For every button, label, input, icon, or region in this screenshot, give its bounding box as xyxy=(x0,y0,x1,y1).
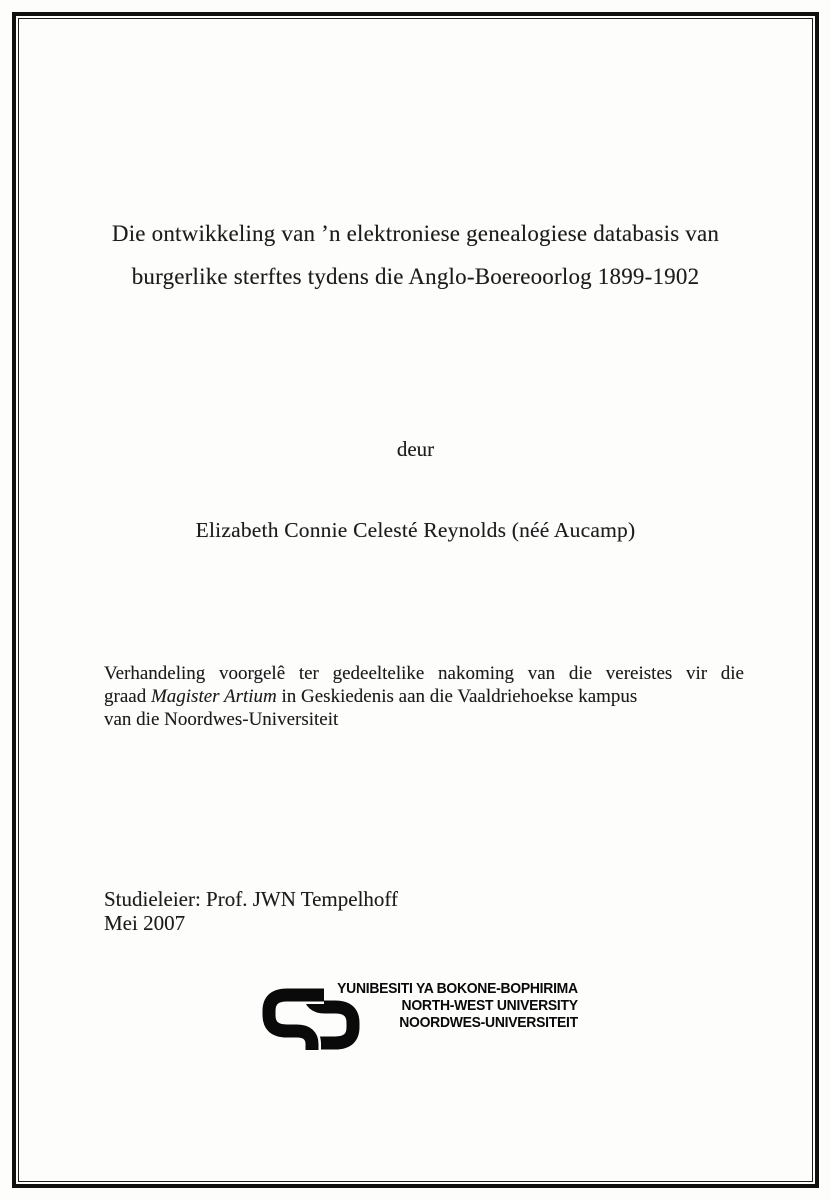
supervisor-line: Studieleier: Prof. JWN Tempelhoff xyxy=(104,887,399,911)
byline-deur: deur xyxy=(396,437,435,461)
logo-name-afrikaans: NOORDWES-UNIVERSITEIT xyxy=(399,1014,578,1031)
submission-line2-prefix: graad xyxy=(104,686,151,707)
author-name: Elizabeth Connie Celesté Reynolds (néé Aucamp) xyxy=(195,518,636,542)
date-line: Mei 2007 xyxy=(104,911,186,935)
submission-line3: van die Noordwes-Universiteit xyxy=(104,709,339,730)
logo-name-setswana: YUNIBESITI YA BOKONE-BOPHIRIMA xyxy=(337,980,578,997)
thesis-title-line2: burgerlike sterftes tydens die Anglo-Boereoorlog 1899-1902 xyxy=(131,264,700,289)
submission-line2 xyxy=(104,685,744,708)
thesis-title-line1: Die ontwikkeling van ’n elektroniese genealogiese databasis van xyxy=(111,221,720,246)
logo-name-english: NORTH-WEST UNIVERSITY xyxy=(401,997,578,1014)
submission-statement xyxy=(104,662,744,731)
submission-line1: Verhandeling voorgelê ter gedeeltelike nakoming van die vereistes vir die xyxy=(104,663,744,684)
submission-line2-suffix: in Geskiedenis aan die Vaaldriehoekse kampus xyxy=(276,686,638,707)
supervisor-block xyxy=(104,887,398,935)
degree-name: Magister Artium xyxy=(150,686,277,707)
page-border-inner xyxy=(18,18,813,1182)
page-border-outer xyxy=(12,12,819,1188)
thesis-title xyxy=(60,212,771,298)
